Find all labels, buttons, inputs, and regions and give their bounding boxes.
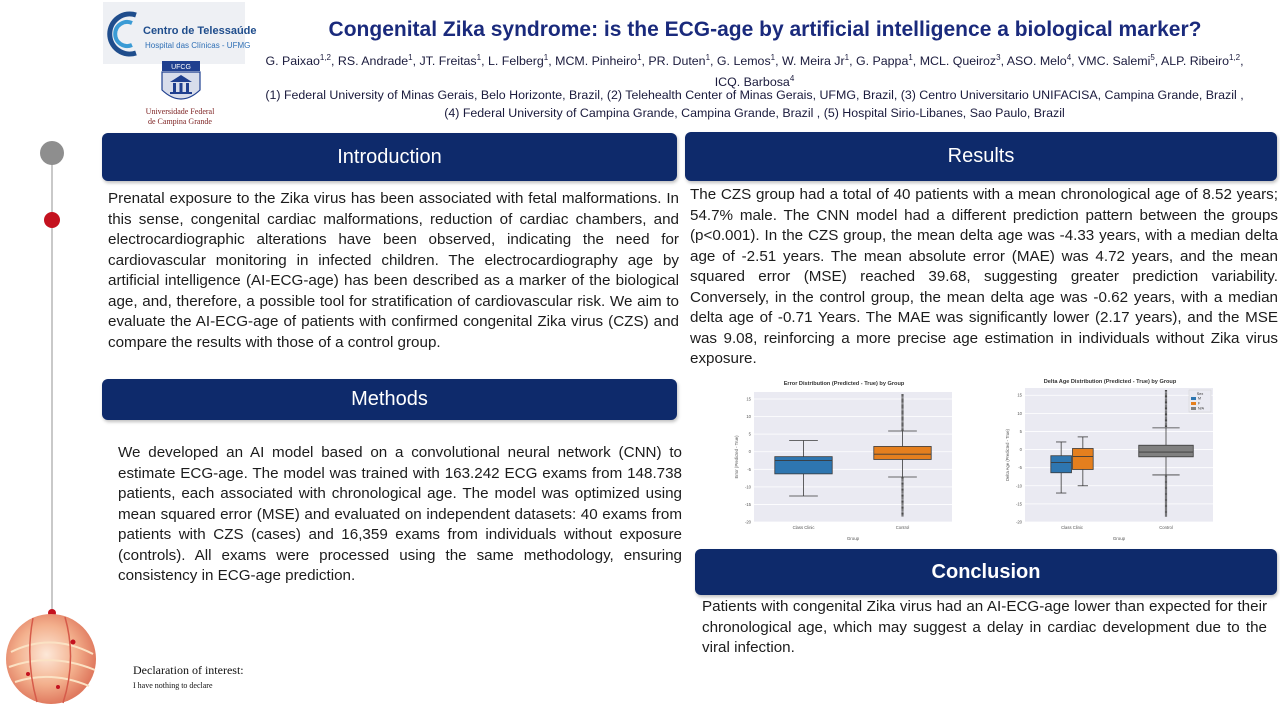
y-tick-label: -10 <box>1015 483 1022 489</box>
author-affiliation-marker: 1 <box>476 53 482 62</box>
box-f-class-clinic <box>1073 448 1094 469</box>
author-name: PR. Duten <box>648 54 706 69</box>
error-distribution-chart <box>732 375 956 543</box>
delta-age-distribution-chart <box>1003 373 1217 543</box>
poster-title: Congenital Zika syndrome: is the ECG-age by artificial intelligence a biological marker? <box>328 18 1202 41</box>
author-affiliation-marker: 1 <box>637 53 642 62</box>
author-name: W. Meira Jr <box>781 54 845 69</box>
author-name: MCL. Queiroz <box>919 54 997 69</box>
x-tick-label: Class Clinic <box>792 525 815 530</box>
box-class-clinic <box>775 457 832 474</box>
y-tick-label: 15 <box>746 396 751 402</box>
delta-age-distribution-svg <box>1003 373 1217 543</box>
chart-title: Delta Age Distribution (Predicted - True) by Group <box>1043 379 1177 385</box>
x-tick-label: Class Clinic <box>1061 525 1083 530</box>
y-tick-label: 5 <box>748 431 751 437</box>
author-name: ICQ. Barbosa <box>714 75 790 90</box>
author-name: JT. Freitas <box>419 54 477 69</box>
author-affiliation-marker: 1 <box>705 53 711 62</box>
legend-title: Sex <box>1196 392 1204 396</box>
author-name: ASO. Melo <box>1006 54 1067 69</box>
timeline-dot-grey <box>40 141 64 165</box>
author-name: G. Pappa <box>855 54 909 69</box>
author-affiliation-marker: 4 <box>789 74 795 84</box>
declaration-of-interest <box>133 663 244 690</box>
y-tick-label: 0 <box>748 449 751 455</box>
box-m-class-clinic <box>1051 456 1072 473</box>
decorative-sphere-image <box>3 612 100 706</box>
telessaude-logo-mark <box>106 6 144 62</box>
y-tick-label: -5 <box>1018 465 1022 471</box>
x-axis-label: Group <box>846 536 860 541</box>
box-control <box>874 446 931 459</box>
author-affiliation-marker: 1,2 <box>1228 53 1241 62</box>
affiliations: (1) Federal University of Minas Gerais, Belo Horizonte, Brazil, (2) Telehealth Center of Minas Gerais, UFMG, Brazil, (3) Centro Universitario UNIFACISA, Campina Grande, Brazil , (4) Federal University of Campina Grande, Campina Grande, Brazil , (5) Hospital Sirio-Libanes, Sao Paulo, Brazil <box>265 88 1244 120</box>
telessaude-logo <box>103 2 257 64</box>
author-name: L. Felberg <box>487 54 544 69</box>
ufcg-crest-icon <box>160 60 202 106</box>
author-affiliation-marker: 1 <box>908 53 913 62</box>
conclusion-text: Patients with congenital Zika virus had an AI-ECG-age lower than expected for their chronological age, which may suggest a delay in cardiac development due to the viral infection. <box>702 598 1267 656</box>
legend-swatch <box>1191 397 1196 400</box>
ufcg-name-line2: de Campina Grande <box>148 117 212 126</box>
x-tick-label: Control <box>1159 525 1173 530</box>
y-tick-label: 10 <box>1017 410 1022 416</box>
y-tick-label: -15 <box>1015 501 1022 507</box>
author-name: RS. Andrade <box>337 54 409 69</box>
results-heading: Results <box>685 132 1277 181</box>
author-name: MCM. Pinheiro <box>555 54 638 69</box>
introduction-heading: Introduction <box>102 133 677 181</box>
box-na-control <box>1139 445 1194 457</box>
y-tick-label: 10 <box>746 414 751 420</box>
legend-swatch <box>1191 402 1196 405</box>
legend-label: F <box>1198 401 1201 406</box>
ufcg-abbrev: UFCG <box>171 64 191 71</box>
legend-swatch <box>1191 407 1196 410</box>
y-tick-label: 5 <box>1019 428 1022 434</box>
author-affiliation-marker: 4 <box>1066 53 1072 62</box>
author-affiliation-marker: 1,2 <box>319 53 331 62</box>
legend-label: N/A <box>1198 406 1204 411</box>
y-tick-label: -5 <box>747 466 751 472</box>
conclusion-heading: Conclusion <box>695 549 1277 595</box>
ufcg-name <box>140 107 220 127</box>
methods-text: We developed an AI model based on a convolutional neural network (CNN) to estimate ECG-age. The model was trained with 163.242 ECG exams from 148.738 patients, each associated with chronological age. The model was optimized using mean squared error (MSE) and evaluated on independent datasets: 40 exams from patients with CZS (cases) and 16,359 exams from individuals without exposure (controls). All exams were processed using the same methodology, ensuring consistency in ECG-age prediction. <box>118 444 682 584</box>
x-axis-label: Group <box>1112 536 1126 541</box>
y-tick-label: 0 <box>1019 447 1022 453</box>
results-text: The CZS group had a total of 40 patients with a mean chronological age of 8.52 years; 54.7% male. The CNN model had a different prediction pattern between the groups (p<0.001). In the CZS group, the mean delta age was -4.33 years, with a median delta age of -2.51 years. The mean absolute error (MAE) was 4.72 years, and the mean squared error (MSE) reached 39.68, suggesting greater prediction variability. Conversely, in the control group, the mean delta age was -0.62 years, with a median delta age of -0.71 Years. The MAE was significantly lower (2.17 years), and the MSE was 9.08, reinforcing a more precise age estimation in individuals without Zika virus exposure. <box>690 186 1278 367</box>
author-list: G. Paixao$^{1,2}$, RS. Andrade$^1$, JT. Freitas$^1$, L. Felberg$^1$, MCM. Pinheiro$^1$, PR. Duten$^1$, G. Lemos$^1$, W. Meira Jr$^1$, G. Pappa$^1$, MCL. Queiroz$^3$, ASO. Melo$^4$, VMC. Salemi$^5$, ALP. Ribeiro$^{1,2}$, ICQ. Barbosa$^4$ <box>265 53 1244 90</box>
error-distribution-svg <box>732 375 956 543</box>
declaration-heading: Declaration of interest: <box>133 663 244 677</box>
y-axis-label: Error (Predicted - True) <box>734 435 739 479</box>
author-affiliation-marker: 1 <box>543 53 549 62</box>
timeline-dot-red <box>44 212 60 228</box>
y-tick-label: -20 <box>744 519 751 525</box>
introduction-text: Prenatal exposure to the Zika virus has been associated with fetal malformations. In this sense, congenital cardiac malformations, reduction of cardiac chambers, and electrocardiographic alterations have been observed, indicating the need for cardiovascular monitoring in infected children. The electrocardiography age by artificial intelligence (AI-ECG-age) has been described as a marker of the biological age, and, therefore, a possible tool for stratification of cardiovascular risk. We aim to evaluate the AI-ECG-age of patients with confirmed congenital Zika virus (CZS) and compare the results with those of a control group. <box>108 190 679 351</box>
methods-heading: Methods <box>102 379 677 420</box>
chart-title: Error Distribution (Predicted - True) by Group <box>783 381 905 387</box>
y-axis-label: Delta Age (Predicted - True) <box>1005 429 1010 481</box>
author-affiliation-marker: 1 <box>408 53 413 62</box>
ufcg-logo <box>140 58 220 130</box>
author-name: VMC. Salemi <box>1078 54 1151 69</box>
author-name: G. Paixao <box>265 54 320 69</box>
author-affiliation-marker: 3 <box>996 53 1001 62</box>
ufcg-name-line1: Universidade Federal <box>145 107 215 116</box>
y-tick-label: -20 <box>1015 519 1022 525</box>
x-tick-label: Control <box>895 525 910 530</box>
legend-label: M <box>1198 396 1201 401</box>
telessaude-logo-subtitle: Hospital das Clínicas - UFMG <box>145 41 251 50</box>
author-affiliation-marker: 1 <box>844 53 850 62</box>
y-tick-label: -10 <box>744 484 751 490</box>
author-affiliation-marker: 5 <box>1150 53 1155 62</box>
declaration-text: I have nothing to declare <box>133 681 213 690</box>
author-name: G. Lemos <box>716 54 771 69</box>
telessaude-logo-title: Centro de Telessaúde <box>143 25 257 37</box>
author-name: ALP. Ribeiro <box>1161 54 1229 69</box>
y-tick-label: -15 <box>744 501 751 507</box>
author-affiliation-marker: 1 <box>770 53 776 62</box>
y-tick-label: 15 <box>1017 392 1022 398</box>
